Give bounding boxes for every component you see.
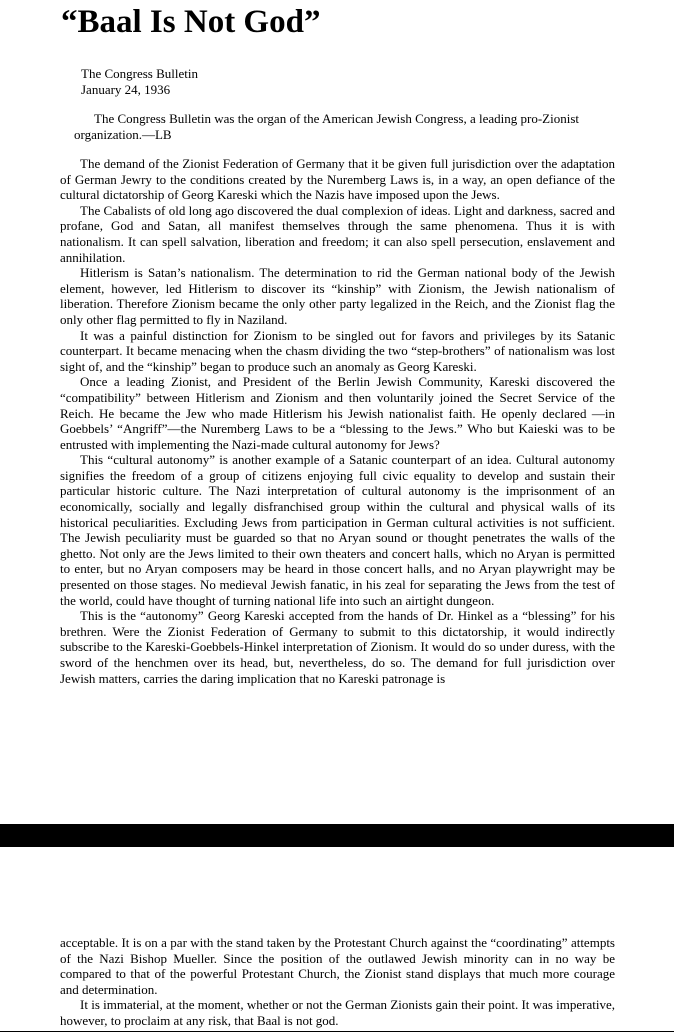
publication-name: The Congress Bulletin xyxy=(81,66,198,81)
paragraph: This is the “autonomy” Georg Kareski accepted from the hands of Dr. Hinkel as a “blessing” for his brethren. Were the Zionist Federation of Germany to submit to this dictatorship, it would indirectly subscribe to the Kareski-Goebbels-Hinkel interpretation of Zionism. It would do so under duress, with the sword of the henchmen over its head, but, nevertheless, do so. The demand for full jurisdiction over Jewish matters, carries the daring implication that no Kareski patronage is xyxy=(60,608,615,686)
source-block xyxy=(81,66,198,98)
page-divider xyxy=(0,824,674,847)
paragraph: It is immaterial, at the moment, whether or not the German Zionists gain their point. It was imperative, however, to proclaim at any risk, that Baal is not god. xyxy=(60,997,615,1028)
article-continuation xyxy=(60,935,615,1029)
publication-date: January 24, 1936 xyxy=(81,82,171,97)
paragraph: The Cabalists of old long ago discovered the dual complexion of ideas. Light and darkness, sacred and profane, God and Satan, all manifest themselves through the same phenomena. Thus it is with nationalism. It can spell salvation, liberation and freedom; it can also spell persecution, enslavement and annihilation. xyxy=(60,202,615,265)
paragraph: acceptable. It is on a par with the stand taken by the Protestant Church against the “coordinating” attempts of the Nazi Bishop Mueller. Since the position of the outlawed Jewish minority can in no way be compared to that of the powerful Protestant Church, the Zionist stand displays that much more courage and determination. xyxy=(60,935,615,997)
bottom-rule xyxy=(0,1031,674,1032)
paragraph: This “cultural autonomy” is another example of a Satanic counterpart of an idea. Cultural autonomy signifies the freedom of a group of citizens enjoying full civic equality to develop and sustain their particular historic culture. The Nazi interpretation of cultural autonomy is the imprisonment of an economically, socially and legally disfranchised group within the cultural and physical walls of its historical peculiarities. Excluding Jews from participation in German cultural activities is not sufficient. The Jewish peculiarity must be guarded so that no Aryan sound or thought penetrates the walls of the ghetto. Not only are the Jews limited to their own theaters and concert halls, which no Aryan is permitted to enter, but no Aryan composers may be heard in those concert halls, and no Aryan playwright may be presented on those stages. No medieval Jewish fanatic, in his zeal for separating the Jews from the test of the world, could have thought of turning national life into such an airtight dungeon. xyxy=(60,452,615,608)
document-title: “Baal Is Not God” xyxy=(61,4,321,40)
paragraph: It was a painful distinction for Zionism to be singled out for favors and privileges by its Satanic counterpart. It became menacing when the chasm dividing the two “step-brothers” of nationalism was lost sight of, and the “kinship” began to produce such an anomaly as Georg Kareski. xyxy=(60,327,615,374)
paragraph: Once a leading Zionist, and President of the Berlin Jewish Community, Kareski discovered the “compatibility” between Hitlerism and Zionism and then voluntarily joined the Secret Service of the Reich. He became the Jew who made Hitlerism his Jewish nationalist faith. He openly declared —in Goebbels’ “Angriff”—the Nuremberg Laws to be a “blessing to the Jews.” Who but Kaieski was to be entrusted with implementing the Nazi-made cultural autonomy for Jews? xyxy=(60,374,615,452)
paragraph: The demand of the Zionist Federation of Germany that it be given full jurisdiction over the adaptation of German Jewry to the conditions created by the Nuremberg Laws is, in a way, an open defiance of the cultural dictatorship of Georg Kareski which the Nazis have imposed upon the Jews. xyxy=(60,156,615,203)
article-body xyxy=(60,156,615,686)
editor-note: The Congress Bulletin was the organ of the American Jewish Congress, a leading pro-Zionist organization.—LB xyxy=(74,111,579,142)
paragraph: Hitlerism is Satan’s nationalism. The determination to rid the German national body of the Jewish element, however, led Hitlerism to discover its “kinship” with Zionism, the Jewish nationalism of liberation. Therefore Zionism became the only other party legalized in the Reich, and the Zionist flag the only other flag permitted to fly in Naziland. xyxy=(60,265,615,327)
